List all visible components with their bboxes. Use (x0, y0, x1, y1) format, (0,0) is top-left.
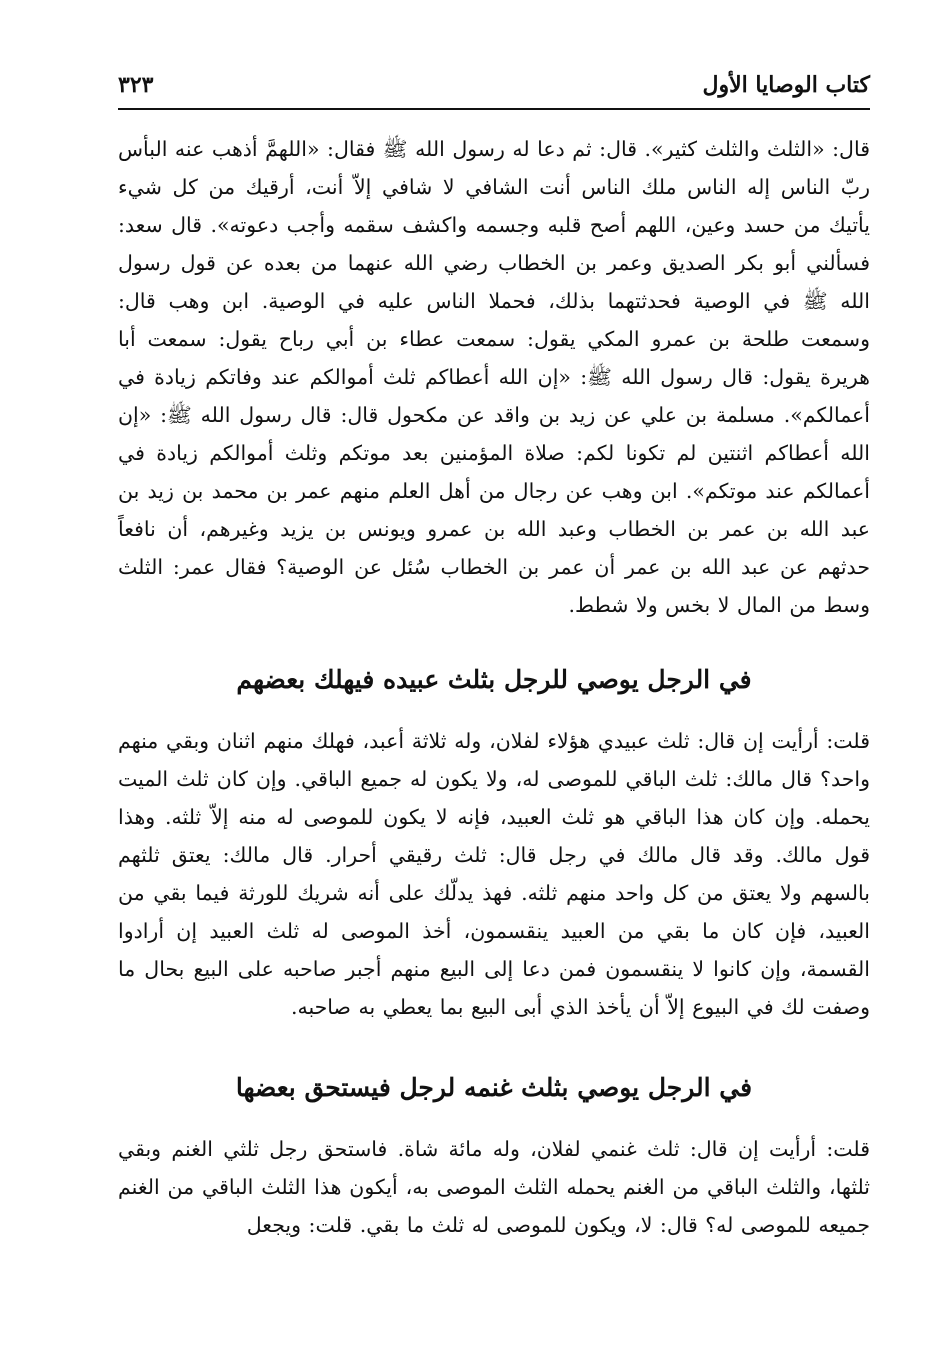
document-page (118, 72, 870, 1312)
page-number: ٣٢٣ (118, 72, 154, 98)
section-heading-slaves: في الرجل يوصي للرجل بثلث عبيده فيهلك بعضهم (236, 665, 752, 694)
section-heading-sheep: في الرجل يوصي بثلث غنمه لرجل فيستحق بعضها (235, 1073, 753, 1102)
header-divider (118, 108, 870, 110)
book-title: كتاب الوصايا الأول (702, 72, 870, 98)
paragraph-slaves: قلت: أرأيت إن قال: ثلث عبيدي هؤلاء لفلان، وله ثلاثة أعبد، فهلك منهم اثنان وبقي منهم واحد؟ قال مالك: ثلث الباقي للموصى له، ولا يكون له جميع الباقي. وإن كان ثلث الميت يحمله. وإن كان هذا الباقي هو ثلث العبيد، فإنه لا يكون للموصى له منه إلاّ ثلثه. وهذا قول مالك. وقد قال مالك في رجل قال: ثلث رقيقي أحرار. قال مالك: يعتق ثلثهم بالسهم ولا يعتق من كل واحد منهم ثلثه. فهذ يدلّك على أنه شريك للورثة فيما بقي من العبيد، فإن كان ما بقي من العبيد ينقسمون، أخذ الموصى له ثلث العبيد إن أرادوا القسمة، وإن كانوا لا ينقسمون فمن دعا إلى البيع منهم أجبر صاحبه على البيع بحال ما وصفت لك في البيوع إلاّ أن يأخذ الذي أبى البيع بما يعطي به صاحبه. (118, 729, 870, 1019)
paragraph-sheep: قلت: أرأيت إن قال: ثلث غنمي لفلان، وله مائة شاة. فاستحق رجل ثلثي الغنم وبقي ثلثها، والثلث الباقي من الغنم يحمله الثلث الموصى به، أيكون هذا الثلث الباقي من الغنم جميعه للموصى له؟ قال: لا، ويكون للموصى له ثلث ما بقي. قلت: ويجعل (118, 1137, 870, 1237)
paragraph-opening: قال: «الثلث والثلث كثير». قال: ثم دعا له رسول الله ﷺ فقال: «اللهمَّ أذهب عنه البأس ربّ الناس إله الناس ملك الناس أنت الشافي لا شافي إلاّ أنت، أرقيك من كل شيء يأتيك من حسد وعين، اللهم أصح قلبه وجسمه واكشف سقمه وأجب دعوته». قال سعد: فسألني أبو بكر الصديق وعمر بن الخطاب رضي الله عنهما من بعده عن قول رسول الله ﷺ في الوصية فحدثتهما بذلك، فحملا الناس عليه في الوصية. ابن وهب قال: وسمعت طلحة بن عمرو المكي يقول: سمعت عطاء بن أبي رباح يقول: سمعت أبا هريرة يقول: قال رسول الله ﷺ: «إن الله أعطاكم ثلث أموالكم عند وفاتكم زيادة في أعمالكم». مسلمة بن علي عن زيد بن واقد عن مكحول قال: قال رسول الله ﷺ: «إن الله أعطاكم اثنتين لم تكونا لكم: صلاة المؤمنين بعد موتكم وثلث أموالكم زيادة في أعمالكم عند موتكم». ابن وهب عن رجال من أهل العلم منهم عمر بن محمد بن زيد بن عبد الله بن عمر بن الخطاب وعبد الله بن عمرو ويونس بن يزيد وغيرهم، أن نافعاً حدثهم عن عبد الله بن عمر أن عمر بن الخطاب سُئل عن الوصية؟ فقال عمر: الثلث وسط من المال لا بخس ولا شطط. (118, 137, 870, 617)
page-header (118, 72, 870, 106)
